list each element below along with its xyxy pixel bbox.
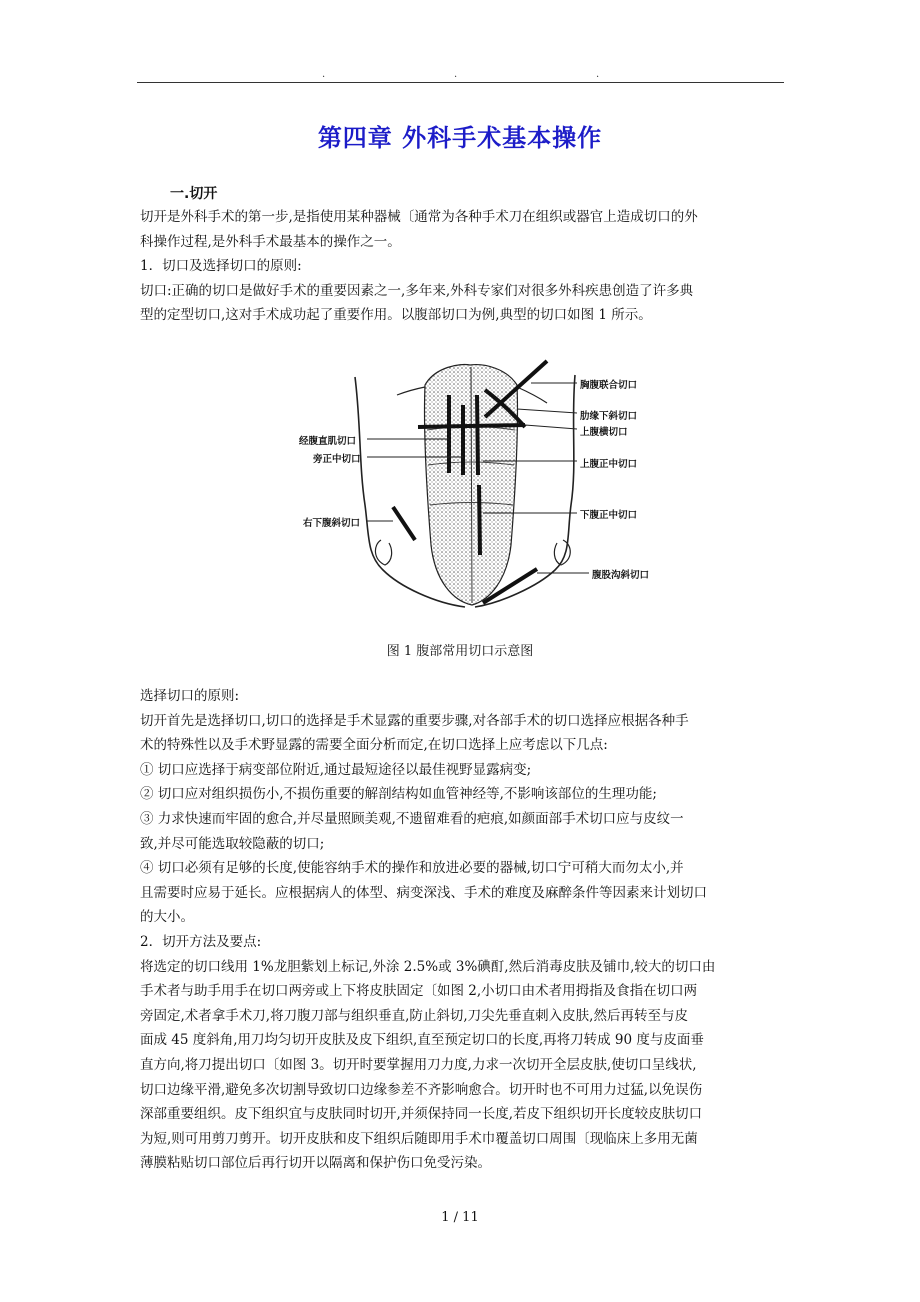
text-line: 切口:正确的切口是做好手术的重要因素之一,多年来,外科专家们对很多外科疾患创造了许多典 [140,282,694,299]
leader-line [517,409,577,413]
text-line: 为短,则可用剪刀剪开。切开皮肤和皮下组织后随即用手术巾覆盖切口周围〔现临床上多用无菌 [140,1130,698,1147]
text-line: 的大小。 [140,909,194,926]
text-line: 致,并尽可能选取较隐蔽的切口; [140,835,325,852]
header-dot: . [322,69,326,80]
rib-margin [397,387,425,395]
text-line: 薄膜粘贴切口部位后再行切开以隔离和保护伤口免受污染。 [140,1155,491,1172]
label-thoracoabdominal: 胸腹联合切口 [580,380,638,391]
body-text [140,684,780,1176]
list-item: ② 切口应对组织损伤小,不损伤重要的解剖结构如血管神经等,不影响该部位的生理功能; [140,786,657,803]
header-rule [137,82,784,83]
text-line: 旁固定,术者拿手术刀,将刀腹刀部与组织垂直,防止斜切,刀尖先垂直刺入皮肤,然后再转至与皮 [140,1007,688,1024]
subheading: 2．切开方法及要点: [140,933,262,950]
figure-caption: 图 1 腹部常用切口示意图 [386,644,534,659]
label-right-lower-oblique: 右下腹斜切口 [303,518,361,529]
rib-margin [517,387,547,403]
text-line: 型的定型切口,这对手术成功起了重要作用。以腹部切口为例,典型的切口如图 1 所示。 [140,307,652,324]
subheading: 1．切口及选择切口的原则: [140,258,302,275]
lower-midline-incision [479,485,480,555]
abdominal-incision-figure [285,355,665,610]
text-line: 面成 45 度斜角,用刀均匀切开皮肤及皮下组织,直至预定切口的长度,再将刀转成 90 度与皮面垂 [140,1032,704,1049]
text-line: 将选定的切口线用 1%龙胆紫划上标记,外涂 2.5%或 3%碘酊,然后消毒皮肤及铺巾,较大的切口由 [140,958,716,975]
text-line: 切开是外科手术的第一步,是指使用某种器械〔通常为各种手术刀在组织或器官上造成切口的外 [140,209,698,225]
label-upper-transverse: 上腹横切口 [580,427,628,438]
label-upper-midline: 上腹正中切口 [580,459,638,470]
header-dot: . [454,69,458,80]
text-line: 深部重要组织。皮下组织宜与皮肤同时切开,并须保持同一长度,若皮下组织切开长度较皮肤切口 [140,1106,703,1123]
text-line: 科操作过程,是外科手术最基本的操作之一。 [140,233,401,250]
text-line: 切口边缘平滑,避免多次切割导致切口边缘参差不齐影响愈合。切开时也不可用力过猛,以免误伤 [140,1081,703,1098]
label-transrectus: 经腹直肌切口 [299,436,357,447]
leader-line [525,425,577,429]
page-title: 第四章 外科手术基本操作 [317,124,603,152]
label-inguinal: 腹股沟斜切口 [592,570,650,581]
list-item: ③ 力求快速而牢固的愈合,并尽量照顾美观,不遗留难看的疤痕,如颜面部手术切口应与皮纹一 [140,810,684,827]
upper-midline-incision [477,395,478,475]
section-heading: 一.切开 [170,186,218,202]
label-subcostal: 肋缘下斜切口 [580,411,638,422]
text-line: 切开首先是选择切口,切口的选择是手术显露的重要步骤,对各部手术的切口选择应根据各种手 [140,712,689,729]
label-lower-midline: 下腹正中切口 [580,510,638,521]
text-line: 且需要时应易于延长。应根据病人的体型、病变深浅、手术的难度及麻醉条件等因素来计划切口 [140,884,707,901]
header-dot: . [596,69,600,80]
iliac-crest-left [375,540,391,565]
page-number: 1 / 11 [441,1210,479,1225]
label-paramedian: 旁正中切口 [313,454,361,465]
text-line: 直方向,将刀提出切口〔如图 3。切开时要掌握用刀力度,力求一次切开全层皮肤,使切口呈线状, [140,1056,697,1073]
text-line: 术的特殊性以及手术野显露的需要全面分析而定,在切口选择上应考虑以下几点: [140,737,608,754]
subheading: 选择切口的原则: [140,688,240,704]
text-line: 手术者与助手用手在切口两旁或上下将皮肤固定〔如图 2,小切口由术者用拇指及食指在切口两 [140,983,698,1000]
right-lower-oblique-incision [393,507,415,540]
upper-transverse-incision [418,425,525,427]
intro-text [140,205,780,328]
list-item: ④ 切口必须有足够的长度,使能容纳手术的操作和放进必要的器械,切口宁可稍大而勿太小,并 [140,860,684,877]
list-item: ① 切口应选择于病变部位附近,通过最短途径以最佳视野显露病变; [140,761,532,778]
